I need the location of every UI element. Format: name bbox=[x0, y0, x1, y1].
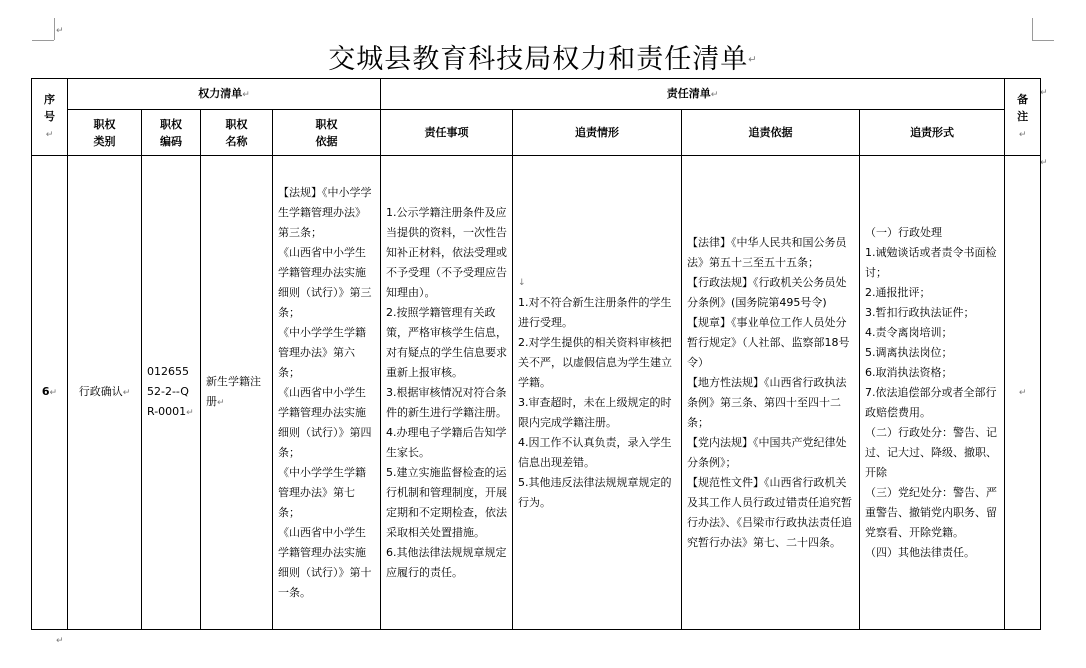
list-item: 2.按照学籍管理有关政策，严格审核学生信息，对有疑点的学生信息要求重新上报审核。 bbox=[386, 305, 508, 379]
list-item: 【规章】《事业单位工作人员处分暂行规定》（人社部、监察部18号令） bbox=[687, 315, 850, 369]
paragraph-mark-icon: ↵ bbox=[1040, 158, 1048, 168]
list-item: 3.根据审核情况对符合条件的新生进行学籍注册。 bbox=[386, 385, 508, 419]
list-item: 4.办理电子学籍后告知学生家长。 bbox=[386, 425, 507, 459]
list-item: 6.取消执法资格； bbox=[865, 365, 953, 379]
paragraph-mark-icon: ↵ bbox=[748, 54, 758, 66]
table-row bbox=[32, 156, 1041, 630]
header-resp-items: 责任事项 bbox=[381, 110, 513, 156]
list-item: 3.审查超时，未在上级规定的时限内完成学籍注册。 bbox=[518, 395, 672, 429]
header-power-type: 职权类别 bbox=[68, 110, 142, 156]
list-item: 7.依法追偿部分或者全部行政赔偿费用。 bbox=[865, 385, 997, 419]
list-item: 《山西省中小学生学籍管理办法实施细则（试行）》第三条； bbox=[278, 245, 372, 319]
list-item: 4.因工作不认真负责，录入学生信息出现差错。 bbox=[518, 435, 672, 469]
list-item: 1.诫勉谈话或者责令书面检讨； bbox=[865, 245, 997, 279]
row-seq: 6↵ bbox=[32, 156, 68, 630]
list-item: 《中小学学生学籍管理办法》第六条； bbox=[278, 325, 366, 379]
header-responsibility-list: 责任清单↵ bbox=[381, 79, 1005, 110]
row-power-name: 新生学籍注册↵ bbox=[201, 156, 273, 630]
list-item: 《山西省中小学生学籍管理办法实施细则（试行）》第四条； bbox=[278, 385, 372, 459]
header-row-sub bbox=[32, 110, 1041, 156]
list-item: 5.建立实施监督检查的运行机制和管理制度，开展定期和不定期检查，依法采取相关处置措施。 bbox=[386, 465, 508, 539]
list-item: 5.调离执法岗位； bbox=[865, 345, 953, 359]
row-accountability-forms bbox=[860, 156, 1005, 630]
list-item: 【地方性法规】《山西省行政执法条例》第三条、第四十至四十二条； bbox=[687, 375, 847, 429]
list-item: 1.公示学籍注册条件及应当提供的资料，一次性告知补正材料，依法受理或不予受理（不予受理应告知理由）。 bbox=[386, 205, 508, 299]
row-power-basis bbox=[273, 156, 381, 630]
list-item: 《中小学学生学籍管理办法》第七条； bbox=[278, 465, 366, 519]
list-item: 6.其他法律法规规章规定应履行的责任。 bbox=[386, 545, 507, 579]
header-accountability-basis: 追责依据 bbox=[682, 110, 860, 156]
header-remarks: 备注 ↵ bbox=[1005, 79, 1041, 156]
row-power-type: 行政确认↵ bbox=[68, 156, 142, 630]
list-item: （二）行政处分：警告、记过、记大过、降级、撤职、开除 bbox=[865, 425, 998, 479]
header-row-top bbox=[32, 79, 1041, 110]
header-power-code: 职权编码 bbox=[142, 110, 201, 156]
list-item: （四）其他法律责任。 bbox=[865, 545, 976, 559]
paragraph-mark-icon: ↵ bbox=[1040, 88, 1048, 98]
header-accountability-situations: 追责情形 bbox=[513, 110, 682, 156]
list-item: 【法律】《中华人民共和国公务员法》第五十三至五十五条； bbox=[687, 235, 847, 269]
list-item: 5.其他违反法律法规规章规定的行为。 bbox=[518, 475, 672, 509]
list-item: 1.对不符合新生注册条件的学生进行受理。 bbox=[518, 295, 672, 329]
list-item: 4.责令离岗培训； bbox=[865, 325, 953, 339]
row-power-code: 01265552-2--QR-0001↵ bbox=[142, 156, 201, 630]
list-item: 【规范性文件】《山西省行政机关及其工作人员行政过错责任追究暂行办法》、《吕梁市行政执法责任追究暂行办法》第七、二十四条。 bbox=[687, 475, 853, 549]
crop-mark-top-left-vertical bbox=[54, 18, 55, 40]
list-item: （三）党纪处分：警告、严重警告、撤销党内职务、留党察看、开除党籍。 bbox=[865, 485, 998, 539]
header-power-list: 权力清单↵ bbox=[68, 79, 381, 110]
list-item: （一）行政处理 bbox=[865, 225, 943, 239]
header-accountability-forms: 追责形式 bbox=[860, 110, 1005, 156]
list-item: 【党内法规】《中国共产党纪律处分条例》； bbox=[687, 435, 847, 469]
list-item: 3.暂扣行政执法证件； bbox=[865, 305, 975, 319]
paragraph-mark-icon: ↵ bbox=[56, 636, 64, 646]
row-accountability-basis bbox=[682, 156, 860, 630]
list-item: 【行政法规】《行政机关公务员处分条例》(国务院第495号令) bbox=[687, 275, 847, 309]
header-power-name: 职权名称 bbox=[201, 110, 273, 156]
line-break-icon: ↓ bbox=[518, 277, 526, 288]
list-item: 2.通报批评； bbox=[865, 285, 931, 299]
page-title: 交城县教育科技局权力和责任清单↵ bbox=[328, 44, 758, 75]
crop-mark-top-right-vertical bbox=[1032, 18, 1033, 40]
list-item: 2.对学生提供的相关资料审核把关不严，以虚假信息为学生建立学籍。 bbox=[518, 335, 673, 389]
list-item: 【法规】《中小学学生学籍管理办法》第三条； bbox=[278, 185, 372, 239]
paragraph-mark-icon: ↵ bbox=[56, 26, 64, 36]
responsibility-table bbox=[31, 78, 1041, 630]
header-seq: 序号 ↵ bbox=[32, 79, 68, 156]
row-accountability-situations bbox=[513, 156, 682, 630]
row-remarks: ↵ bbox=[1005, 156, 1041, 630]
row-resp-items bbox=[381, 156, 513, 630]
header-power-basis: 职权依据 bbox=[273, 110, 381, 156]
list-item: 《山西省中小学生学籍管理办法实施细则（试行）》第十一条。 bbox=[278, 525, 372, 599]
